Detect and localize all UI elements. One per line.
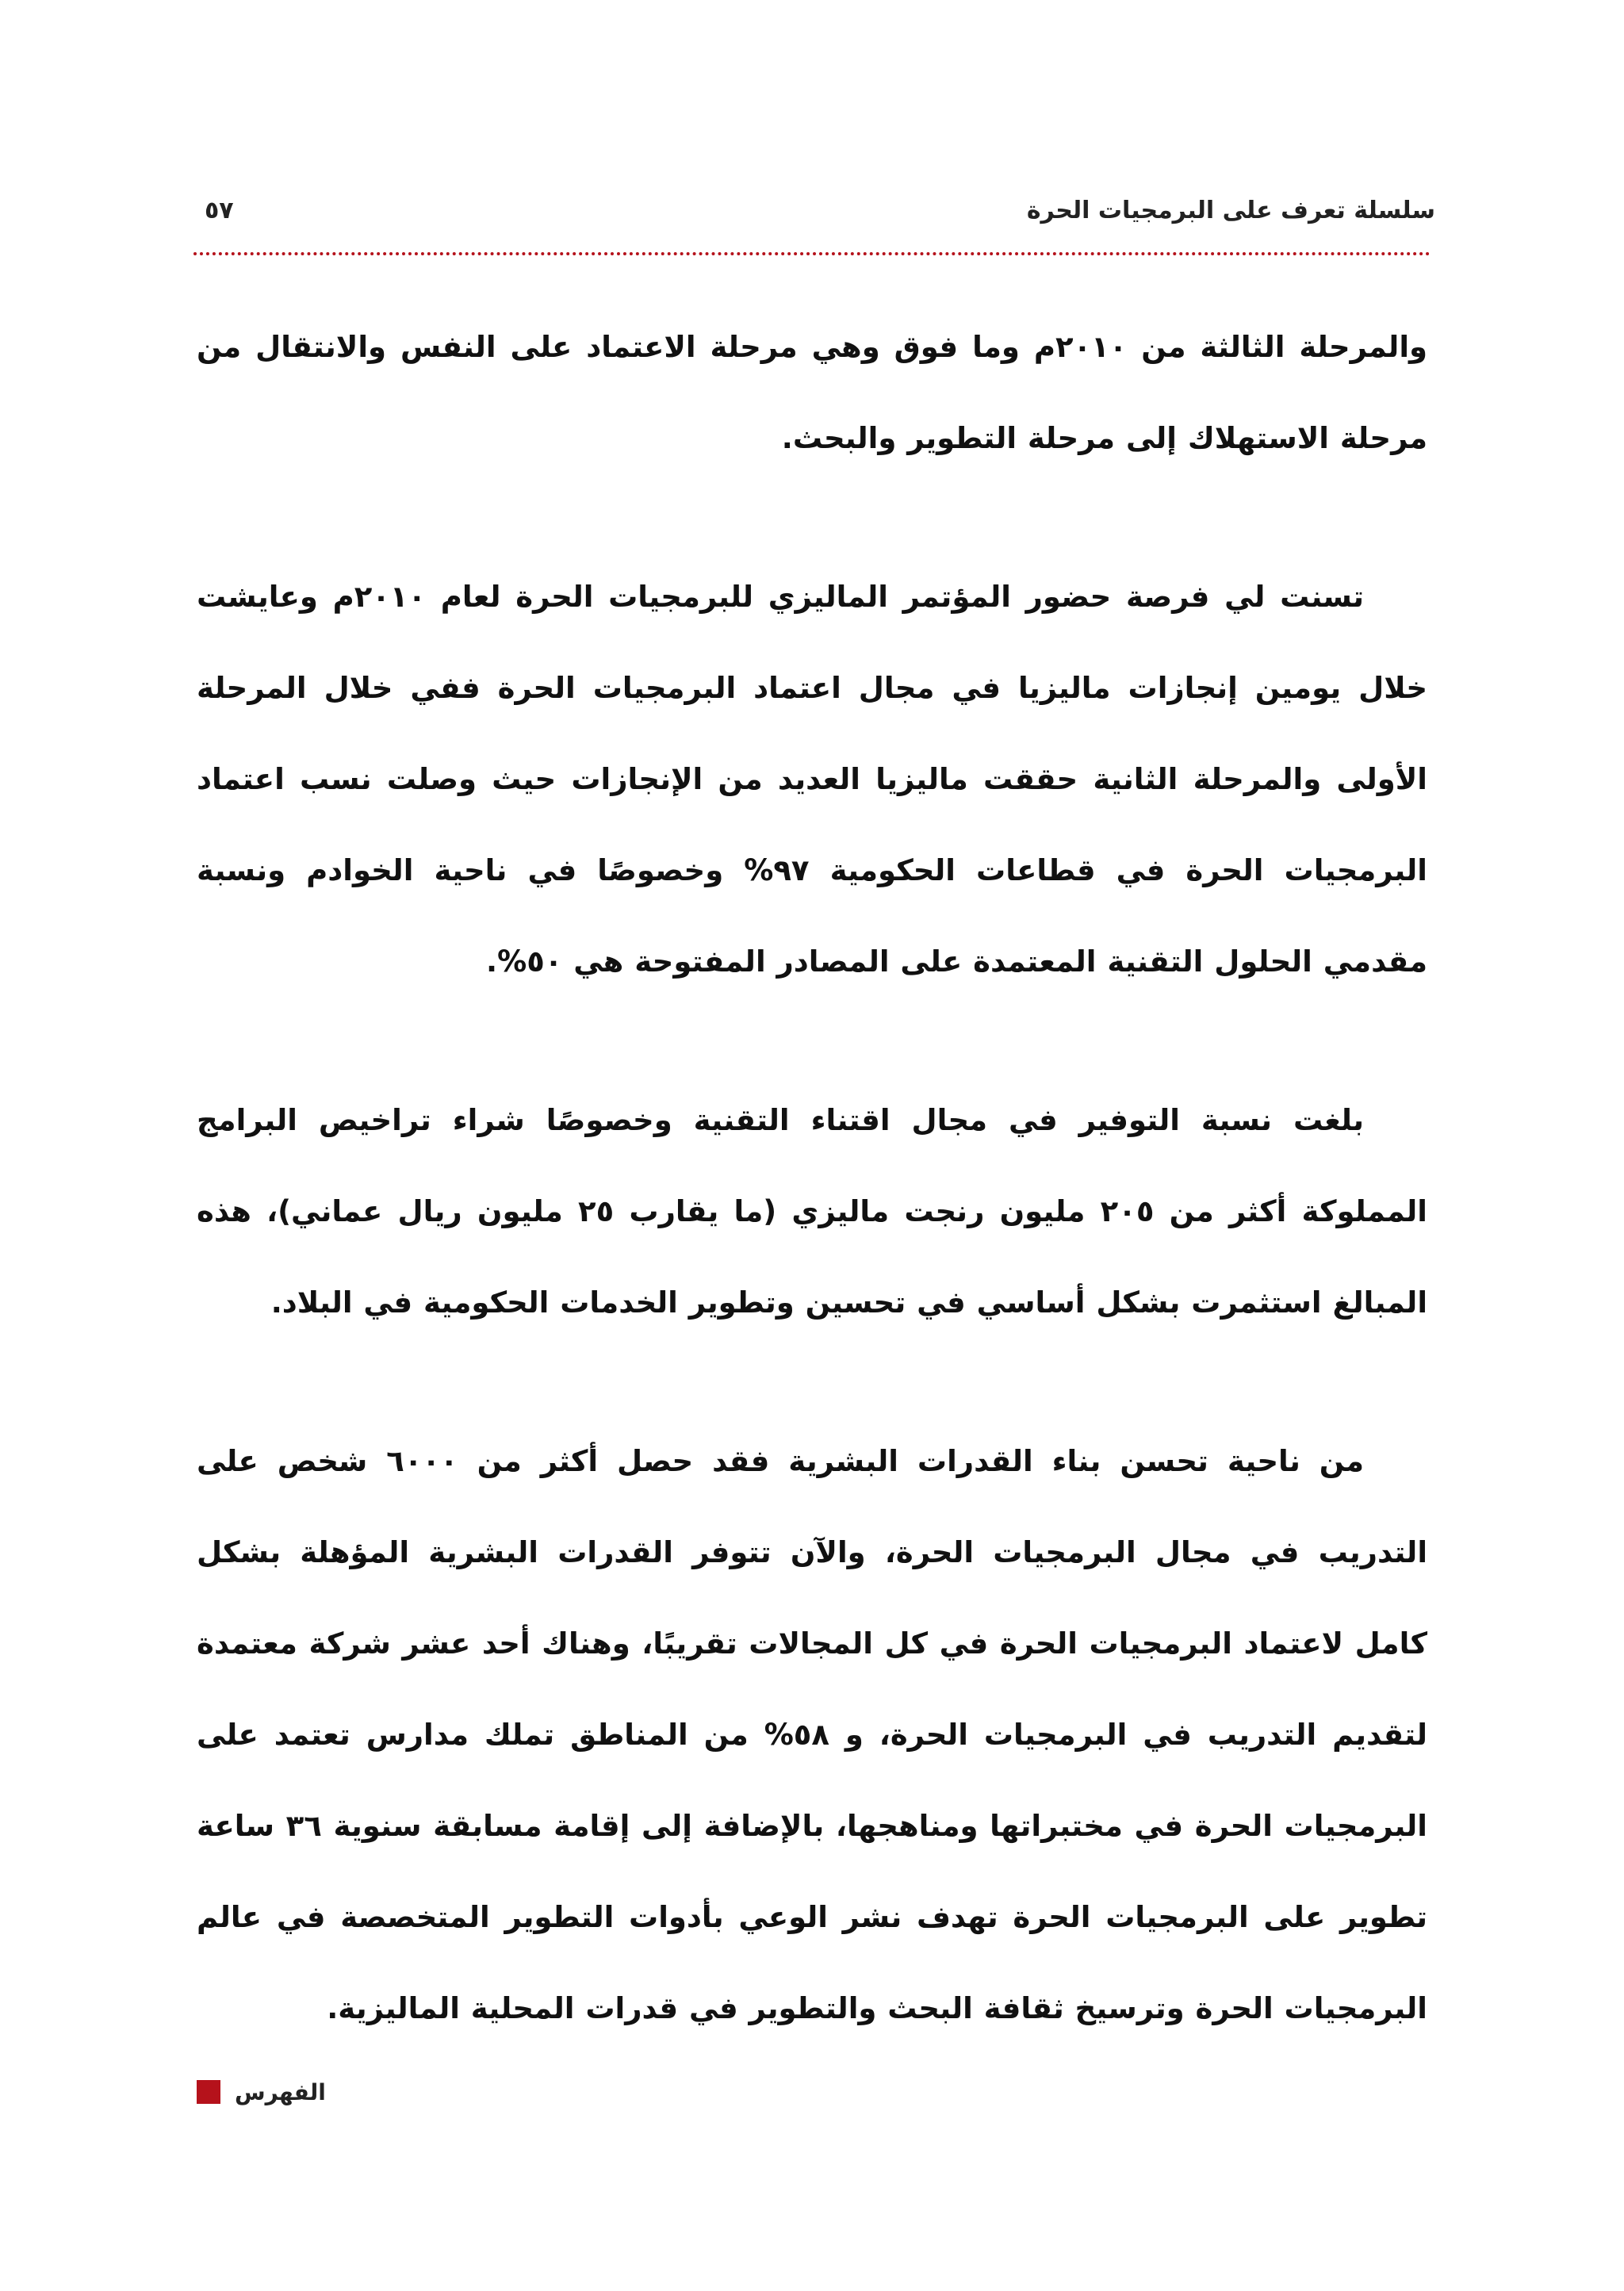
paragraph-3: بلغت نسبة التوفير في مجال اقتناء التقنية وخصوصًا شراء تراخيص البرامج المملوكة أكثر من ٢٠٥ مليون رنجت ماليزي (ما يقارب ٢٥ مليون ريال عماني)، هذه المبالغ استثمرت بشكل أساسي في تحسين وتطوير الخدمات الحكومية في البلاد. xyxy=(197,1103,1427,1320)
series-title: سلسلة تعرف على البرمجيات الحرة xyxy=(1026,197,1435,224)
index-link-label[interactable]: الفهرس xyxy=(235,2078,326,2105)
page-number: ٥٧ xyxy=(205,197,234,224)
paragraph-4: من ناحية تحسن بناء القدرات البشرية فقد حصل أكثر من ٦٠٠٠ شخص على التدريب في مجال البرمجيات الحرة، والآن تتوفر القدرات البشرية المؤهلة بشكل كامل لاعتماد البرمجيات الحرة في كل المجالات تقريبًا، وهناك أحد عشر شركة معتمدة لتقديم التدريب في البرمجيات الحرة، و ٥٨% من المناطق تملك مدارس تعتمد على البرمجيات الحرة في مختبراتها ومناهجها، بالإضافة إلى إقامة مسابقة سنوية ٣٦ ساعة تطوير على البرمجيات الحرة تهدف نشر الوعي بأدوات التطوير المتخصصة في عالم البرمجيات الحرة وترسيخ ثقافة البحث والتطوير في قدرات المحلية الماليزية. xyxy=(197,1444,1428,2025)
header-divider xyxy=(193,252,1431,255)
paragraph-2: تسنت لي فرصة حضور المؤتمر الماليزي للبرمجيات الحرة لعام ٢٠١٠م وعايشت خلال يومين إنجازات ماليزيا في مجال اعتماد البرمجيات الحرة ففي خلال المرحلة الأولى والمرحلة الثانية حققت ماليزيا العديد من الإنجازات حيث وصلت نسب اعتماد البرمجيات الحرة في قطاعات الحكومية ٩٧% وخصوصًا في ناحية الخوادم ونسبة مقدمي الحلول التقنية المعتمدة على المصادر المفتوحة هي ٥٠%. xyxy=(197,580,1427,979)
footer-index-link[interactable] xyxy=(197,2068,326,2116)
paragraph-1: والمرحلة الثالثة من ٢٠١٠م وما فوق وهي مرحلة الاعتماد على النفس والانتقال من مرحلة الاستهلاك إلى مرحلة التطوير والبحث. xyxy=(197,330,1427,455)
index-marker-icon xyxy=(197,2080,220,2104)
main-content xyxy=(197,301,1428,2025)
page-header xyxy=(189,189,1435,244)
